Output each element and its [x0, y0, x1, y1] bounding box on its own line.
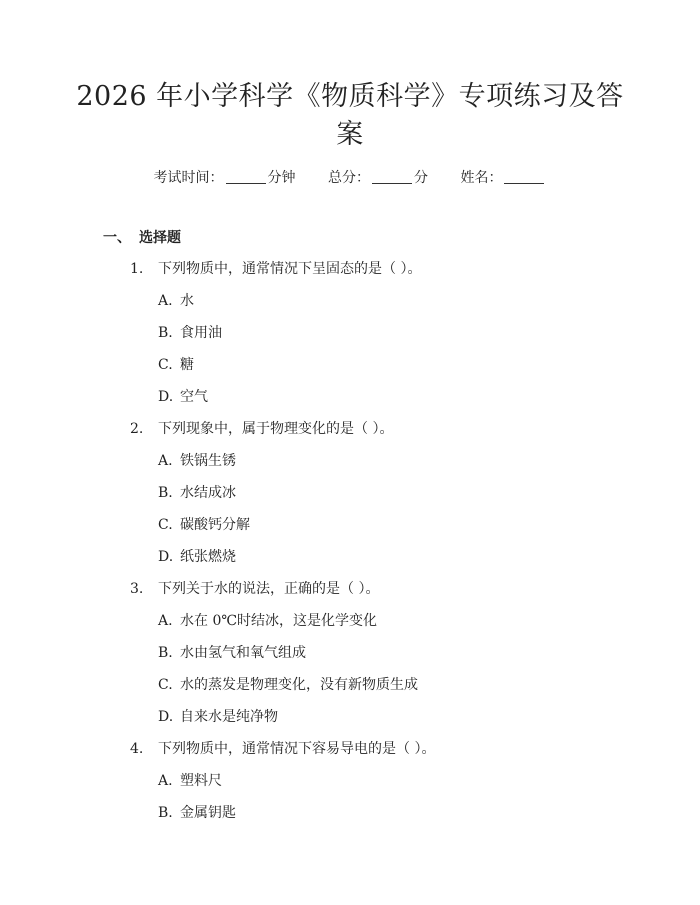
option-text: 自来水是纯净物 [180, 709, 278, 725]
title-line-2: 案 [336, 119, 364, 150]
total-score-unit: 分 [414, 170, 428, 186]
exam-time-blank [226, 169, 266, 184]
option-text: 金属钥匙 [180, 805, 236, 821]
exam-time-unit: 分钟 [267, 170, 296, 186]
option-label: A. [158, 773, 173, 789]
option-text: 水的蒸发是物理变化，没有新物质生成 [180, 677, 418, 693]
option-label: B. [158, 485, 173, 501]
option-text: 碳酸钙分解 [180, 517, 250, 533]
option-label: C. [158, 357, 173, 373]
answer-option [0, 803, 700, 835]
answer-option [0, 387, 700, 419]
question-number: 1. [130, 261, 144, 277]
question-number: 2. [130, 421, 144, 437]
answer-option [0, 355, 700, 387]
answer-option [0, 643, 700, 675]
answer-option [0, 707, 700, 739]
exam-time-label: 考试时间： [153, 170, 224, 186]
option-label: C. [158, 677, 173, 693]
total-score-field [328, 168, 428, 188]
answer-option [0, 291, 700, 323]
option-label: A. [158, 293, 173, 309]
option-label: D. [158, 709, 174, 725]
exam-info [0, 168, 700, 188]
option-text: 水结成冰 [180, 485, 236, 501]
option-text: 水在 0℃时结冰，这是化学变化 [180, 613, 378, 629]
answer-option [0, 611, 700, 643]
section-title: 选择题 [139, 230, 181, 246]
exam-time-field [154, 168, 296, 188]
question-stem [0, 739, 700, 771]
section-number: 一、 [103, 230, 131, 246]
option-label: A. [158, 613, 173, 629]
total-score-blank [372, 169, 412, 184]
student-name-blank [504, 169, 544, 184]
answer-option [0, 771, 700, 803]
answer-option [0, 323, 700, 355]
answer-option [0, 451, 700, 483]
answer-option [0, 515, 700, 547]
option-label: A. [158, 453, 173, 469]
question-stem [0, 259, 700, 291]
option-label: B. [158, 805, 173, 821]
option-text: 水 [180, 293, 194, 309]
student-name-field [460, 168, 546, 188]
option-text: 纸张燃烧 [180, 549, 236, 565]
answer-option [0, 547, 700, 579]
question-stem [0, 579, 700, 611]
answer-option [0, 483, 700, 515]
total-score-label: 总分： [328, 170, 370, 186]
document-title [60, 78, 640, 154]
question-number: 3. [130, 581, 144, 597]
option-text: 食用油 [180, 325, 222, 341]
option-label: D. [158, 389, 174, 405]
question-text: 下列关于水的说法，正确的是（ ）。 [158, 581, 380, 597]
question-stem [0, 419, 700, 451]
option-label: B. [158, 645, 173, 661]
answer-option [0, 675, 700, 707]
option-text: 空气 [180, 389, 208, 405]
question-number: 4. [130, 741, 144, 757]
question-text: 下列物质中，通常情况下容易导电的是（ ）。 [158, 741, 436, 757]
question-text: 下列现象中，属于物理变化的是（ ）。 [158, 421, 394, 437]
title-line-1: 2026 年小学科学《物质科学》专项练习及答 [76, 81, 624, 112]
option-label: B. [158, 325, 173, 341]
option-label: C. [158, 517, 173, 533]
option-text: 铁锅生锈 [180, 453, 236, 469]
question-list [0, 259, 700, 835]
student-name-label: 姓名： [460, 170, 503, 186]
option-label: D. [158, 549, 174, 565]
section-heading [103, 228, 181, 248]
question-text: 下列物质中，通常情况下呈固态的是（ ）。 [158, 261, 422, 277]
option-text: 糖 [180, 357, 194, 373]
option-text: 塑料尺 [180, 773, 222, 789]
option-text: 水由氢气和氧气组成 [180, 645, 306, 661]
